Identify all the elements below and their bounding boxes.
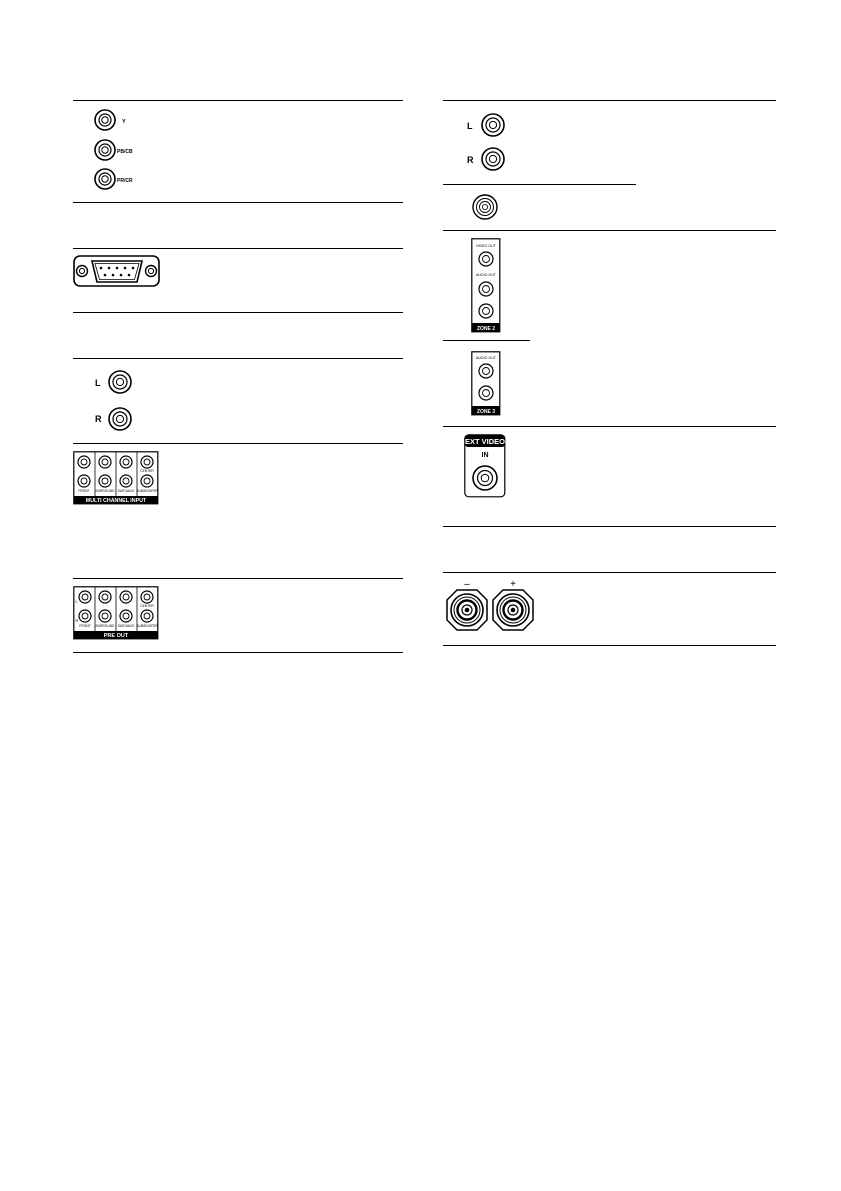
rule bbox=[443, 184, 636, 185]
left-channel-label: L bbox=[95, 378, 101, 388]
channel-label-subwoofer: SUBWOOFER bbox=[136, 489, 158, 493]
channel-label-surround: SURROUND bbox=[95, 489, 115, 493]
rca-jack-icon bbox=[109, 371, 131, 393]
channel-label-front: FRONT bbox=[79, 624, 91, 628]
multi-channel-input-label: MULTI CHANNEL INPUT bbox=[85, 498, 147, 505]
rule bbox=[73, 578, 403, 579]
rule bbox=[443, 100, 776, 101]
rca-jack-icon bbox=[95, 140, 115, 160]
rule bbox=[443, 572, 776, 573]
in-label: IN bbox=[481, 452, 489, 459]
pre-out-panel bbox=[73, 586, 159, 640]
rule bbox=[443, 526, 776, 527]
channel-label-center: CENTER bbox=[140, 604, 154, 608]
rule bbox=[443, 426, 776, 427]
coaxial-jack-figure bbox=[470, 192, 500, 222]
zone3-label: ZONE 3 bbox=[476, 408, 496, 415]
channel-label-subwoofer: SUBWOOFER bbox=[136, 624, 158, 628]
analog-audio-jacks-figure bbox=[90, 365, 145, 437]
y-label: Y bbox=[122, 119, 126, 125]
rule bbox=[73, 443, 403, 444]
channel-label-center: CENTER bbox=[140, 469, 154, 473]
channel-label-surback: SUR.BACK bbox=[117, 489, 135, 493]
rca-jack-icon bbox=[95, 110, 115, 130]
ext-video-in-figure bbox=[464, 434, 506, 498]
component-video-jacks-figure bbox=[90, 106, 150, 194]
rca-jack-icon bbox=[482, 148, 504, 170]
rca-jack-icon bbox=[473, 466, 497, 490]
rca-jack-icon bbox=[482, 114, 504, 136]
channel-label-surround: SURROUND bbox=[95, 624, 115, 628]
zone2-label: ZONE 2 bbox=[476, 325, 496, 332]
pr-label: PR/CR bbox=[117, 178, 133, 184]
zone2-panel bbox=[471, 238, 501, 333]
minus-label: – bbox=[464, 579, 470, 590]
zone3-panel bbox=[471, 351, 501, 416]
audio-out-label: AUDIO OUT bbox=[476, 273, 496, 277]
channel-label-surback: SUR.BACK bbox=[117, 624, 135, 628]
rca-jack-icon bbox=[95, 169, 115, 189]
rule bbox=[73, 652, 403, 653]
rule bbox=[73, 248, 403, 249]
rca-jack-icon bbox=[109, 408, 131, 430]
speaker-terminal-icon bbox=[447, 590, 487, 630]
channel-label-front: FRONT bbox=[78, 489, 90, 493]
rule bbox=[443, 230, 776, 231]
right-channel-label: R bbox=[95, 414, 102, 424]
ext-video-label: EXT VIDEO bbox=[464, 437, 506, 446]
analog-audio-jacks-figure bbox=[462, 107, 517, 179]
right-channel-label: R bbox=[467, 155, 474, 165]
audio-out-label: AUDIO OUT bbox=[476, 356, 496, 360]
left-channel-label: L bbox=[467, 121, 473, 131]
rule bbox=[73, 358, 403, 359]
speaker-terminals-figure bbox=[443, 578, 538, 636]
d-sub-connector-icon bbox=[74, 256, 159, 286]
speaker-terminal-icon bbox=[493, 590, 533, 630]
coaxial-jack-icon bbox=[473, 195, 497, 219]
pre-out-label: PRE OUT bbox=[103, 633, 129, 640]
rca-jack-icon bbox=[479, 252, 493, 266]
rule bbox=[73, 100, 403, 101]
plus-label: + bbox=[510, 579, 516, 590]
row-label-r: R bbox=[75, 618, 79, 623]
rule bbox=[73, 202, 403, 203]
rs232c-connector-figure bbox=[72, 254, 162, 290]
row-label-l: L bbox=[75, 599, 78, 604]
video-out-label: VIDEO OUT bbox=[476, 244, 496, 248]
pb-label: PB/CB bbox=[117, 149, 133, 155]
rule bbox=[73, 312, 403, 313]
multi-channel-input-panel bbox=[73, 451, 159, 505]
rule bbox=[443, 340, 530, 341]
rule bbox=[443, 645, 776, 646]
